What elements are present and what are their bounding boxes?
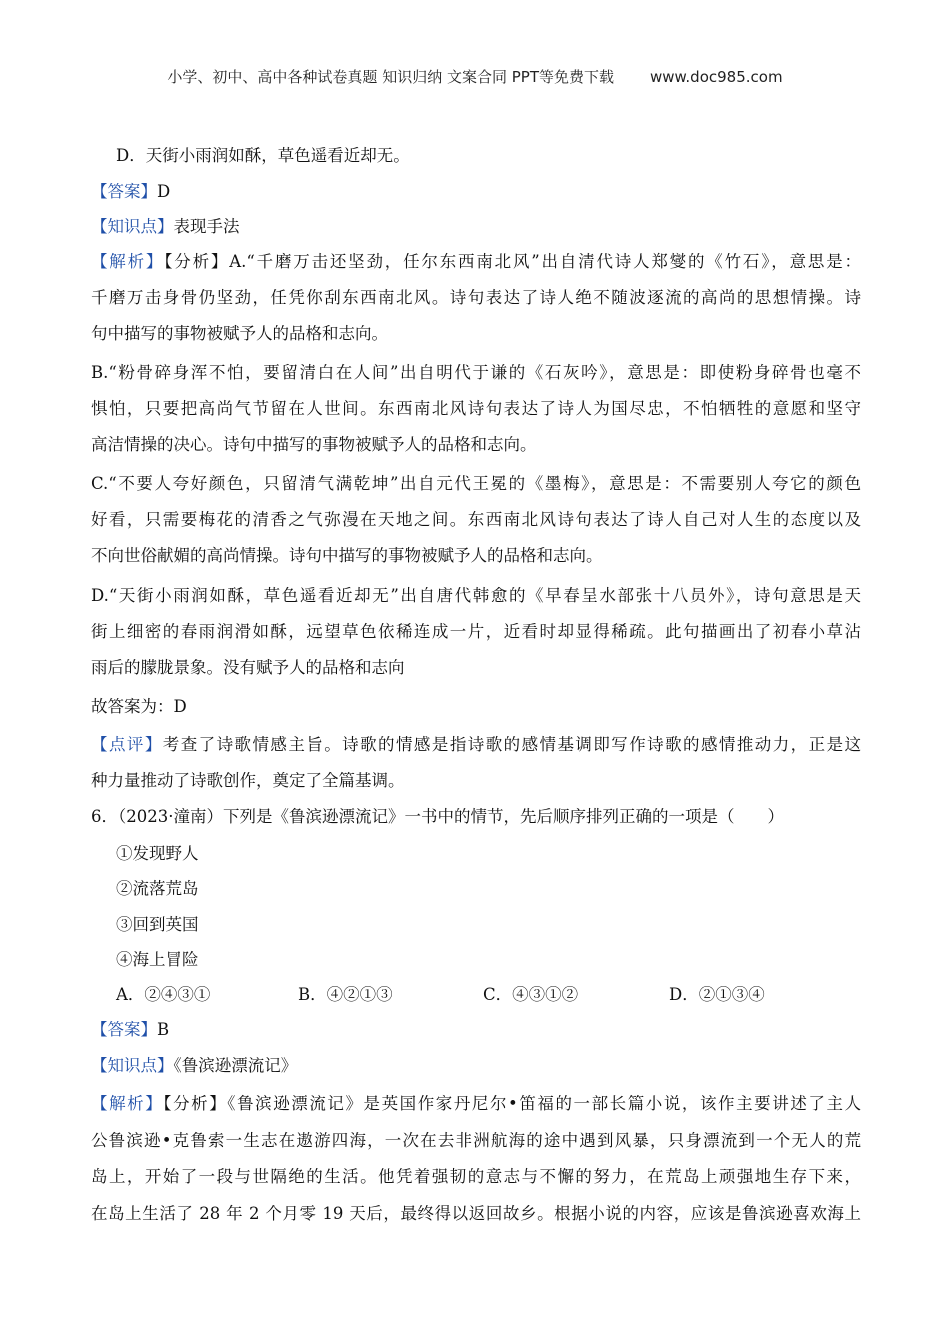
comment-tag: 【点评】 [91, 735, 163, 754]
q5-comment-line-2: 种力量推动了诗歌创作，奠定了全篇基调。 [91, 771, 405, 790]
q6-analysis-line-2: 公鲁滨逊•克鲁索一生志在遨游四海，一次在去非洲航海的途中遇到风暴，只身漂流到一个无人的荒 [91, 1131, 861, 1150]
q5-analysis-line-5: 惧怕，只要把高尚气节留在人世间。东西南北风诗句表达了诗人为国尽忠，不怕牺牲的意愿和坚守 [91, 399, 861, 418]
q5-analysis-line-1: 【解析】【分析】A.“千磨万击还坚劲，任尔东西南北风”出自清代诗人郑燮的《竹石》，意思是： [91, 252, 861, 271]
analysis-tag: 【解析】 [91, 252, 165, 271]
q6-option-b: B．④②①③ [298, 985, 393, 1004]
q5-analysis-line-4: B.“粉骨碎身浑不怕，要留清白在人间”出自明代于谦的《石灰吟》，意思是：即使粉身碎骨也毫不 [91, 363, 861, 382]
q6-answer: B [157, 1020, 170, 1039]
q6-analysis-line-4: 在岛上生活了 28 年 2 个月零 19 天后，最终得以返回故乡。根据小说的内容，应该是鲁滨逊喜欢海上 [91, 1204, 861, 1223]
knowledge-tag: 【知识点】 [91, 217, 174, 236]
q5-analysis-line-11: 街上细密的春雨润滑如酥，远望草色依稀连成一片，近看时却显得稀疏。此句描画出了初春小草沾 [91, 622, 861, 641]
q5-option-d: D．天街小雨润如酥，草色遥看近却无。 [116, 146, 410, 165]
header-text: 小学、初中、高中各种试卷真题 知识归纳 文案合同 PPT等免费下载 [167, 68, 614, 86]
q6-question: 6．（2023·潼南）下列是《鲁滨逊漂流记》一书中的情节，先后顺序排列正确的一项是（ ） [91, 807, 784, 826]
q6-knowledge-line [91, 1054, 861, 1078]
q5-knowledge: 表现手法 [173, 217, 240, 236]
q5-analysis-line-8: 好看，只需要梅花的清香之气弥漫在天地之间。东西南北风诗句表达了诗人自己对人生的态度以及 [91, 510, 861, 529]
q5-analysis-line-10: D.“天街小雨润如酥，草色遥看近却无”出自唐代韩愈的《早春呈水部张十八员外》，诗句意思是天 [91, 586, 861, 605]
knowledge-tag: 【知识点】 [91, 1056, 174, 1075]
q5-comment-line-1: 【点评】考查了诗歌情感主旨。诗歌的情感是指诗歌的感情基调即写作诗歌的感情推动力，正是这 [91, 735, 861, 754]
q6-analysis-line-1: 【解析】【分析】《鲁滨逊漂流记》是英国作家丹尼尔•笛福的一部长篇小说，该作主要讲述了主人 [91, 1094, 861, 1113]
q5-final-answer: 故答案为：D [91, 697, 187, 716]
q6-item-2: ②流落荒岛 [116, 879, 199, 898]
q5-knowledge-line [91, 215, 861, 239]
q5-analysis-line-7: C.“不要人夸好颜色，只留清气满乾坤”出自元代王冕的《墨梅》，意思是：不需要别人夸它的颜色 [91, 474, 861, 493]
q5-analysis-line-3: 句中描写的事物被赋予人的品格和志向。 [91, 324, 388, 343]
q5-analysis-line-9: 不向世俗献媚的高尚情操。诗句中描写的事物被赋予人的品格和志向。 [91, 546, 603, 565]
q5-analysis-line-12: 雨后的朦胧景象。没有赋予人的品格和志向 [91, 658, 405, 677]
q6-item-1: ①发现野人 [116, 844, 199, 863]
q5-answer-line [91, 180, 861, 204]
header-url[interactable]: www.doc985.com [649, 68, 783, 86]
q6-item-3: ③回到英国 [116, 915, 199, 934]
q6-option-c: C．④③①② [483, 985, 579, 1004]
q6-options [116, 983, 856, 1007]
q6-item-4: ④海上冒险 [116, 950, 199, 969]
q6-option-d: D．②①③④ [669, 985, 765, 1004]
q6-option-a: A．②④③① [116, 985, 211, 1004]
page-header [0, 66, 950, 87]
q5-analysis-line-6: 高洁情操的决心。诗句中描写的事物被赋予人的品格和志向。 [91, 435, 537, 454]
analysis-tag: 【解析】 [91, 1094, 164, 1113]
q5-analysis-line-2: 千磨万击身骨仍坚劲，任凭你刮东西南北风。诗句表达了诗人绝不随波逐流的高尚的思想情操。诗 [91, 288, 861, 307]
answer-tag: 【答案】 [91, 1020, 157, 1039]
q5-answer: D [157, 182, 171, 201]
q6-knowledge: 《鲁滨逊漂流记》 [173, 1056, 298, 1075]
q6-answer-line [91, 1018, 861, 1042]
q6-analysis-line-3: 岛上，开始了一段与世隔绝的生活。他凭着强韧的意志与不懈的努力，在荒岛上顽强地生存下来， [91, 1167, 861, 1186]
answer-tag: 【答案】 [91, 182, 157, 201]
